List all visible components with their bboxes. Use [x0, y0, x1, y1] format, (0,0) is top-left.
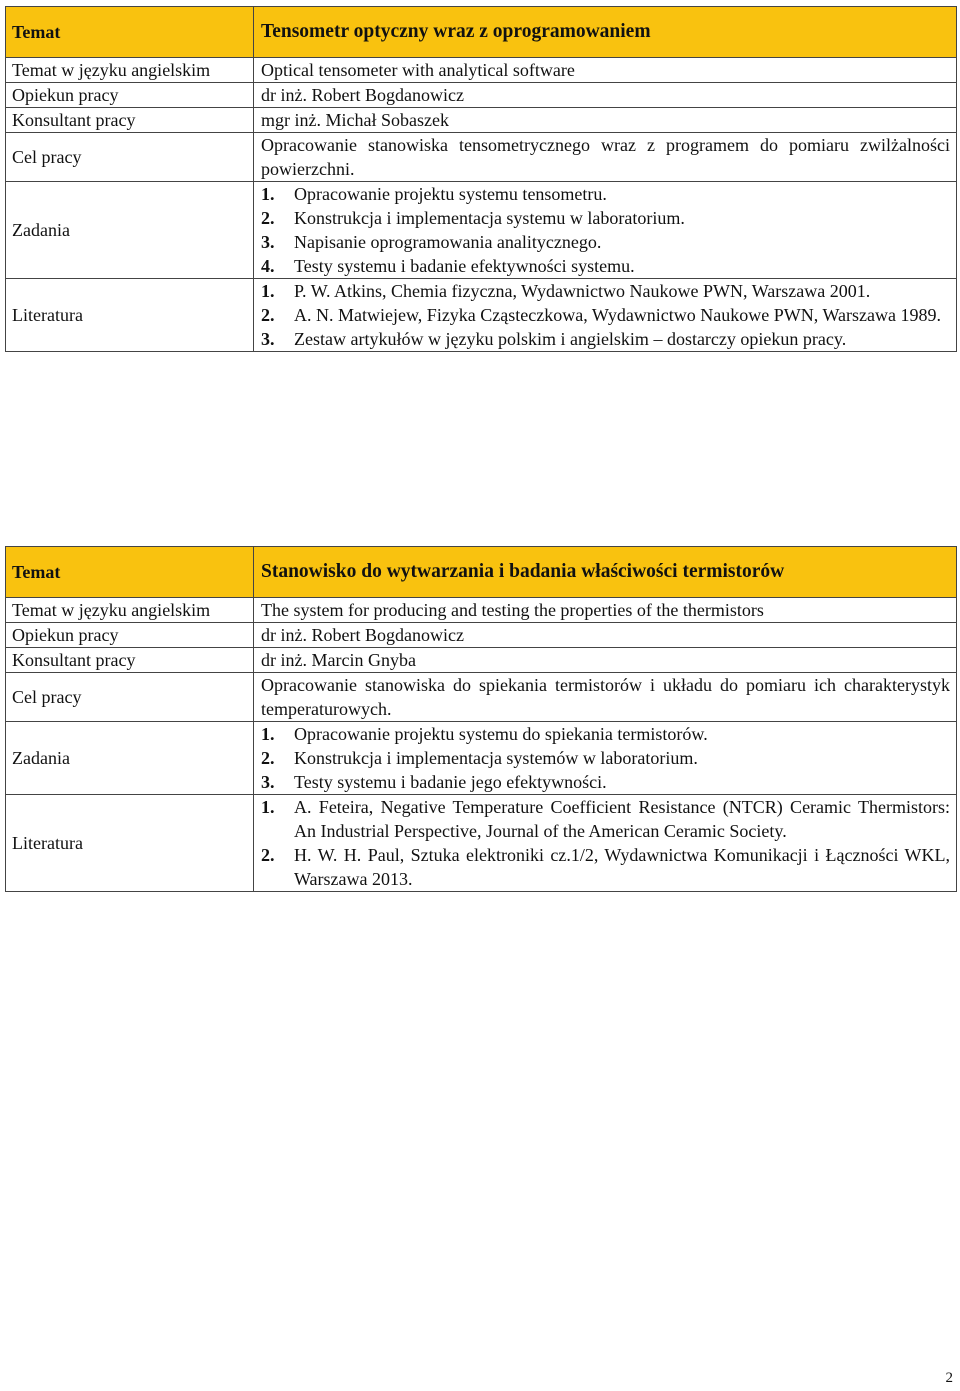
literature-number: 3. [261, 329, 275, 349]
topic-header-row [6, 547, 957, 598]
literature-list [261, 279, 950, 351]
tasks-row [6, 722, 957, 795]
goal-row [6, 673, 957, 722]
label-temat-en: Temat w języku angielskim [6, 598, 254, 623]
label-temat: Temat [6, 547, 254, 598]
literature-item [261, 279, 950, 303]
goal-text: Opracowanie stanowiska tensometrycznego wraz z programem do pomiaru zwilżalności powierzchni. [254, 133, 957, 182]
label-temat-en: Temat w języku angielskim [6, 58, 254, 83]
topic-table-1 [5, 6, 957, 352]
title-en-row [6, 598, 957, 623]
consultant-name: mgr inż. Michał Sobaszek [254, 108, 957, 133]
goal-text: Opracowanie stanowiska do spiekania termistorów i układu do pomiaru ich charakterystyk temperaturowych. [254, 673, 957, 722]
literature-number: 2. [261, 305, 275, 325]
topic-title-en: Optical tensometer with analytical software [254, 58, 957, 83]
literature-item [261, 795, 950, 843]
label-literatura: Literatura [6, 279, 254, 352]
task-item [261, 254, 950, 278]
supervisor-row [6, 83, 957, 108]
goal-row [6, 133, 957, 182]
task-number: 1. [261, 184, 275, 204]
task-number: 2. [261, 748, 275, 768]
label-konsultant: Konsultant pracy [6, 648, 254, 673]
topic-header-row [6, 7, 957, 58]
task-number: 3. [261, 232, 275, 252]
task-number: 3. [261, 772, 275, 792]
literature-item [261, 303, 950, 327]
label-opiekun: Opiekun pracy [6, 83, 254, 108]
task-item [261, 722, 950, 746]
task-number: 2. [261, 208, 275, 228]
literature-text: P. W. Atkins, Chemia fizyczna, Wydawnictwo Naukowe PWN, Warszawa 2001. [294, 281, 871, 301]
label-konsultant: Konsultant pracy [6, 108, 254, 133]
label-cel: Cel pracy [6, 673, 254, 722]
literature-row [6, 279, 957, 352]
literature-cell [254, 795, 957, 892]
label-zadania: Zadania [6, 722, 254, 795]
consultant-name: dr inż. Marcin Gnyba [254, 648, 957, 673]
literature-cell [254, 279, 957, 352]
task-text: Opracowanie projektu systemu tensometru. [294, 184, 607, 204]
task-text: Opracowanie projektu systemu do spiekania termistorów. [294, 724, 708, 744]
topic-title-en: The system for producing and testing the properties of the thermistors [254, 598, 957, 623]
tasks-cell [254, 722, 957, 795]
task-text: Konstrukcja i implementacja systemu w laboratorium. [294, 208, 685, 228]
consultant-row [6, 648, 957, 673]
consultant-row [6, 108, 957, 133]
topic-title: Stanowisko do wytwarzania i badania właściwości termistorów [254, 547, 957, 598]
literature-number: 1. [261, 281, 275, 301]
supervisor-name: dr inż. Robert Bogdanowicz [254, 623, 957, 648]
label-literatura: Literatura [6, 795, 254, 892]
task-item [261, 206, 950, 230]
literature-item [261, 327, 950, 351]
task-text: Napisanie oprogramowania analitycznego. [294, 232, 602, 252]
literature-row [6, 795, 957, 892]
supervisor-name: dr inż. Robert Bogdanowicz [254, 83, 957, 108]
task-number: 1. [261, 724, 275, 744]
task-number: 4. [261, 256, 275, 276]
literature-text: A. Feteira, Negative Temperature Coefficient Resistance (NTCR) Ceramic Thermistors: An Industrial Perspective, Journal of the American Ceramic Society. [294, 797, 950, 841]
task-text: Testy systemu i badanie jego efektywności. [294, 772, 607, 792]
literature-item [261, 843, 950, 891]
literature-number: 1. [261, 797, 275, 817]
literature-list [261, 795, 950, 891]
task-item [261, 746, 950, 770]
tasks-list [261, 722, 950, 794]
task-item [261, 182, 950, 206]
task-item [261, 770, 950, 794]
task-text: Konstrukcja i implementacja systemów w laboratorium. [294, 748, 698, 768]
page-number: 2 [945, 1370, 953, 1386]
tasks-list [261, 182, 950, 278]
supervisor-row [6, 623, 957, 648]
tasks-row [6, 182, 957, 279]
label-zadania: Zadania [6, 182, 254, 279]
topic-title: Tensometr optyczny wraz z oprogramowaniem [254, 7, 957, 58]
task-item [261, 230, 950, 254]
literature-number: 2. [261, 845, 275, 865]
topic-table-2 [5, 546, 957, 892]
literature-text: H. W. H. Paul, Sztuka elektroniki cz.1/2, Wydawnictwa Komunikacji i Łączności WKL, Warszawa 2013. [294, 845, 950, 889]
title-en-row [6, 58, 957, 83]
label-cel: Cel pracy [6, 133, 254, 182]
label-opiekun: Opiekun pracy [6, 623, 254, 648]
label-temat: Temat [6, 7, 254, 58]
task-text: Testy systemu i badanie efektywności systemu. [294, 256, 635, 276]
literature-text: Zestaw artykułów w języku polskim i angielskim – dostarczy opiekun pracy. [294, 329, 847, 349]
literature-text: A. N. Matwiejew, Fizyka Cząsteczkowa, Wydawnictwo Naukowe PWN, Warszawa 1989. [294, 305, 941, 325]
tasks-cell [254, 182, 957, 279]
